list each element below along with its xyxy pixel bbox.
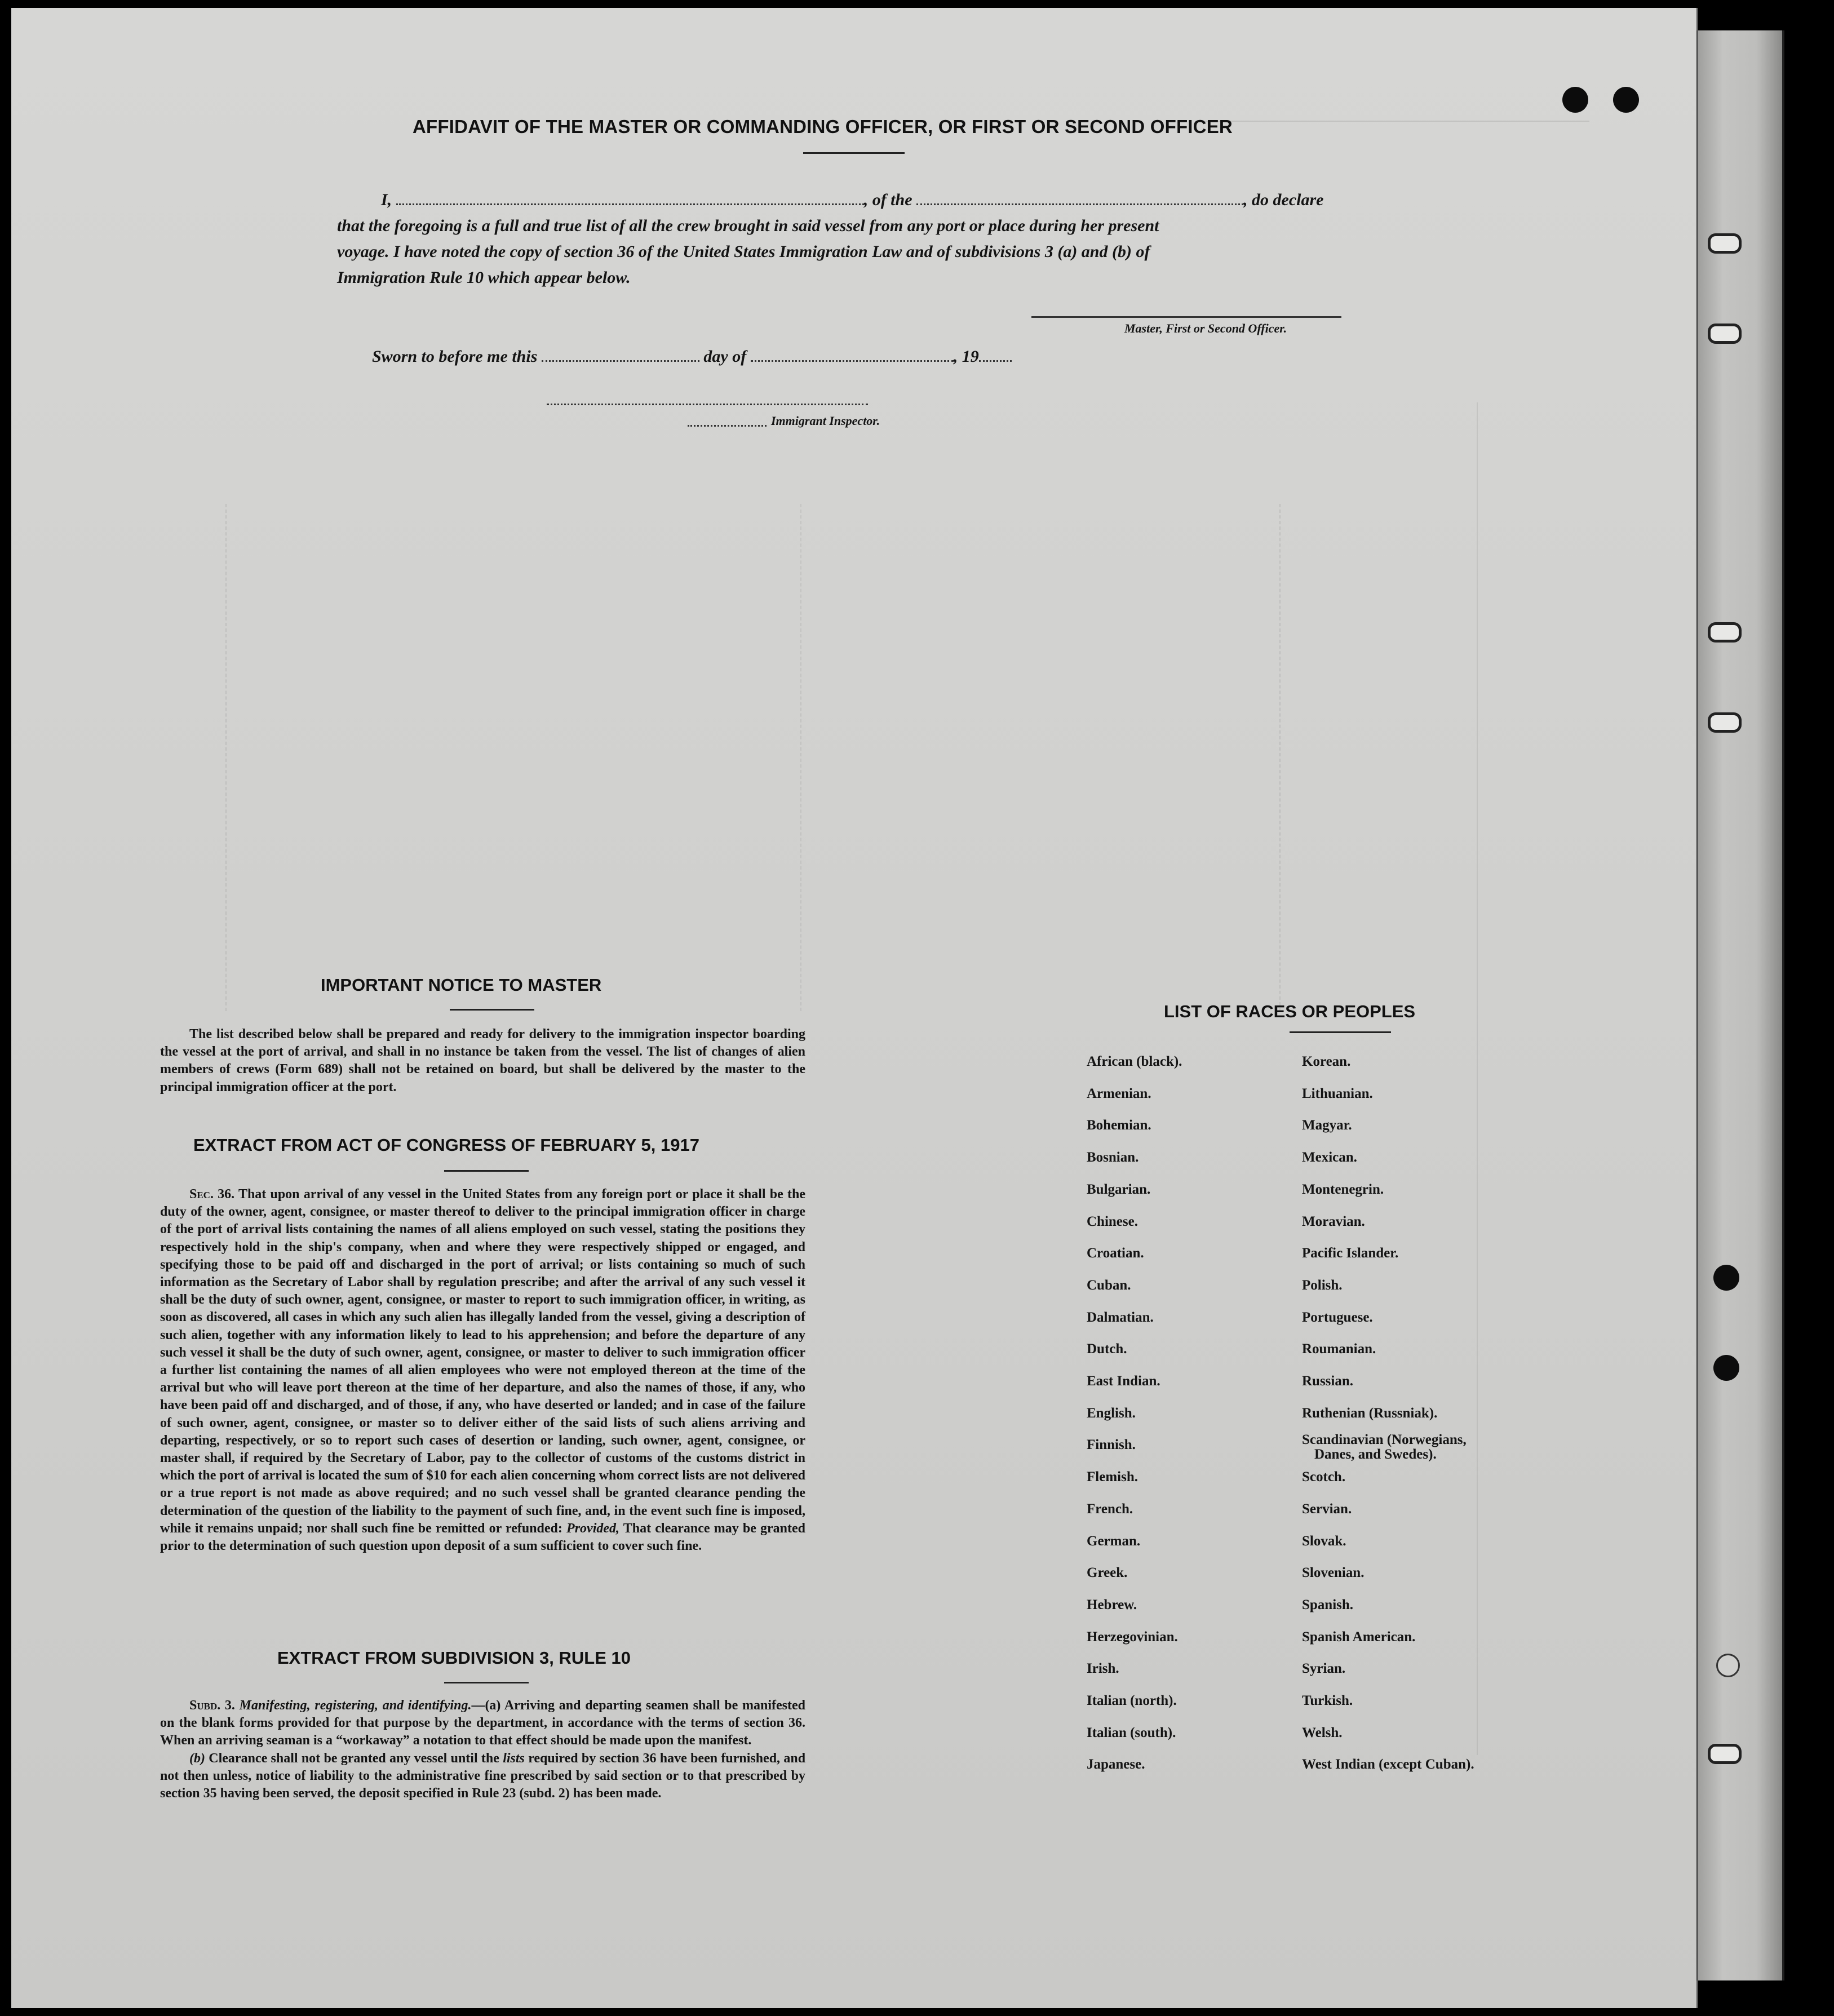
inspector-dots bbox=[688, 424, 767, 427]
race-item: Pacific Islander. bbox=[1302, 1246, 1399, 1261]
master-signature-line[interactable] bbox=[1031, 315, 1341, 318]
race-item: Herzegovinian. bbox=[1087, 1629, 1178, 1645]
race-item: Spanish American. bbox=[1302, 1629, 1416, 1645]
race-item: Lithuanian. bbox=[1302, 1085, 1373, 1101]
month-blank-field[interactable] bbox=[751, 345, 954, 362]
binder-ring bbox=[1708, 324, 1742, 344]
race-item: Dutch. bbox=[1087, 1341, 1127, 1357]
notice-paragraph bbox=[160, 1026, 805, 1096]
race-item: Croatian. bbox=[1087, 1246, 1144, 1261]
affidavit-i: I, bbox=[381, 190, 392, 209]
rule-a-text: —(a) Arriving and departing seamen shall be manifested on the blank forms provided for that purpose by the department, in accordance with the terms of section 36. When an arriving seaman is a “workaway” a notation to that effect should be made upon the manifest. bbox=[160, 1698, 805, 1748]
punch-hole bbox=[1713, 1265, 1739, 1291]
act-section-label: Sec. 36. bbox=[189, 1187, 235, 1202]
race-item: Korean. bbox=[1302, 1054, 1351, 1069]
binder-ring bbox=[1708, 1744, 1742, 1764]
name-blank-field[interactable] bbox=[396, 189, 864, 205]
race-item: French. bbox=[1087, 1501, 1133, 1517]
rule-subd-heading: Manifesting, registering, and identifying. bbox=[239, 1698, 472, 1713]
race-item: Russian. bbox=[1302, 1373, 1354, 1389]
affidavit-title: AFFIDAVIT OF THE MASTER OR COMMANDING OFFICER, OR FIRST OR SECOND OFFICER bbox=[413, 116, 1233, 137]
act-text: That upon arrival of any vessel in the United States from any foreign port or place it shall be the duty of the owner, agent, consignee, or master thereof to deliver to the principal immigration officer in charge of the port of arrival lists containing the names of all aliens employed on such vessel, stating the positions they respectively hold in the ship's company, when and where they were respectively shipped or engaged, and specifying those to be paid off and discharged in the port of arrival; or lists containing so much of such information as the Secretary of Labor shall by regulation prescribe; and after the arrival of any such vessel it shall be the duty of such owner, agent, consignee, or master to report to such immigration officer, in writing, as soon as discovered, all cases in which any such alien has illegally landed from the vessel, giving a description of such alien, together with any information likely to lead to his apprehension; and before the departure of any such vessel it shall be the duty of such owner, agent, consignee, or master to deliver to such immigration officer a further list containing the names of all alien employees who were not employed thereon at the time of the arrival but who will leave port thereon at the time of her departure, and also the names of those, if any, who have been paid off and discharged, and of those, if any, who have deserted or landed; and in case of the failure of such owner, agent, consignee, or master so to deliver either of the said lists of such aliens arriving and departing, respectively, or so to report such cases of desertion or landing, such owner, agent, consignee, or master shall, if required by the Secretary of Labor, pay to the collector of customs of the customs district in which the port of arrival is located the sum of $10 for each alien concerning whom correct lists are not delivered or a true report is not made as above required; and no such vessel shall be granted clearance pending the determination of the question of the liability to the payment of such fine, and, in the event such fine is imposed, while it remains unpaid; nor shall such fine be remitted or refunded: bbox=[160, 1187, 805, 1536]
race-item: Slovak. bbox=[1302, 1533, 1346, 1549]
race-scandinavian-cont: Danes, and Swedes). bbox=[1314, 1447, 1437, 1463]
document-scan bbox=[11, 8, 1820, 2008]
race-item: English. bbox=[1087, 1405, 1136, 1421]
binder-ring bbox=[1708, 712, 1742, 733]
race-item: Finnish. bbox=[1087, 1437, 1136, 1453]
sworn-day-of: day of bbox=[703, 347, 747, 366]
notice-text: The list described below shall be prepared and ready for delivery to the immigration inspector boarding the vessel at the port of arrival, and shall in no instance be taken from the vessel. The list of changes of alien members of crews (Form 689) shall not be retained on board, but shall be delivered by the master to the principal immigration officer at the port. bbox=[160, 1027, 805, 1095]
race-item: Moravian. bbox=[1302, 1213, 1365, 1229]
race-item: Bosnian. bbox=[1087, 1150, 1139, 1166]
affidavit-line-3: voyage. I have noted the copy of section 36 of the United States Immigration Law and of subdivisions 3 (a) and (b) of bbox=[337, 242, 1150, 261]
punch-hole bbox=[1562, 87, 1588, 113]
act-paragraph bbox=[160, 1186, 805, 1555]
race-item: Spanish. bbox=[1302, 1597, 1354, 1612]
day-blank-field[interactable] bbox=[542, 345, 699, 362]
race-item: Chinese. bbox=[1087, 1213, 1138, 1229]
master-signature-label: Master, First or Second Officer. bbox=[1124, 321, 1287, 335]
race-item-scandinavian bbox=[1302, 1429, 1474, 1461]
race-item: Armenian. bbox=[1087, 1085, 1151, 1101]
race-item: Montenegrin. bbox=[1302, 1181, 1384, 1197]
act-title-rule bbox=[444, 1170, 529, 1172]
punch-hole bbox=[1713, 1355, 1739, 1381]
affidavit-declare: , do declare bbox=[1243, 190, 1324, 209]
rule-paragraph bbox=[160, 1697, 805, 1802]
rule-b-lists: lists bbox=[503, 1751, 525, 1766]
sworn-year: , 19 bbox=[953, 347, 979, 366]
race-item: Servian. bbox=[1302, 1501, 1352, 1517]
races-left-column bbox=[1087, 1046, 1182, 1781]
race-item: Hebrew. bbox=[1087, 1597, 1137, 1612]
race-item: Roumanian. bbox=[1302, 1341, 1376, 1357]
rule-title: EXTRACT FROM SUBDIVISION 3, RULE 10 bbox=[277, 1648, 631, 1668]
rule-subd-label: Subd. 3. bbox=[189, 1698, 235, 1713]
race-item: Irish. bbox=[1087, 1661, 1119, 1677]
race-item: Welsh. bbox=[1302, 1725, 1343, 1740]
races-title-rule bbox=[1290, 1031, 1391, 1033]
race-scandinavian: Scandinavian (Norwegians, bbox=[1302, 1432, 1467, 1448]
binder-ring bbox=[1708, 622, 1742, 643]
race-item: Ruthenian (Russniak). bbox=[1302, 1405, 1438, 1421]
race-item: Dalmatian. bbox=[1087, 1309, 1154, 1325]
race-item: Syrian. bbox=[1302, 1661, 1346, 1677]
affidavit-line-4: Immigration Rule 10 which appear below. bbox=[337, 268, 631, 287]
race-item: Mexican. bbox=[1302, 1150, 1357, 1166]
notice-title: IMPORTANT NOTICE TO MASTER bbox=[321, 975, 602, 995]
race-item: East Indian. bbox=[1087, 1373, 1160, 1389]
race-item: West Indian (except Cuban). bbox=[1302, 1757, 1474, 1773]
affidavit-line-2: that the foregoing is a full and true list of all the crew brought in said vessel from any port or place during her present bbox=[337, 216, 1159, 235]
notice-title-rule bbox=[450, 1009, 534, 1011]
affidavit-line-1 bbox=[337, 187, 1397, 213]
rule-b-text-1: Clearance shall not be granted any vessel until the bbox=[209, 1751, 499, 1766]
race-item: Italian (south). bbox=[1087, 1725, 1176, 1740]
race-item: German. bbox=[1087, 1533, 1141, 1549]
vessel-blank-field[interactable] bbox=[916, 189, 1243, 205]
race-item: African (black). bbox=[1087, 1054, 1182, 1069]
affidavit-of-the: , of the bbox=[863, 190, 912, 209]
inspector-signature-line[interactable] bbox=[547, 402, 868, 405]
sworn-line bbox=[372, 344, 1432, 370]
sworn-prefix: Sworn to before me this bbox=[372, 347, 538, 366]
affidavit-title-rule bbox=[803, 152, 905, 154]
race-item: Japanese. bbox=[1087, 1757, 1145, 1773]
year-blank-field[interactable] bbox=[979, 345, 1012, 362]
race-item: Magyar. bbox=[1302, 1118, 1352, 1133]
rule-title-rule bbox=[444, 1682, 529, 1683]
race-item: Flemish. bbox=[1087, 1469, 1138, 1485]
race-item: Cuban. bbox=[1087, 1277, 1131, 1293]
race-item: Turkish. bbox=[1302, 1693, 1353, 1709]
binder-ring bbox=[1708, 233, 1742, 254]
manifest-page bbox=[11, 8, 1698, 2008]
rule-b-text-2: required by section 36 have been furnished, and not then unless, notice of liability to the administrative fine prescribed by said section or to that prescribed by section 35 having been served, the deposit specified in Rule 23 (subd. 2) has been made. bbox=[160, 1751, 806, 1801]
rule-b-label: (b) bbox=[189, 1751, 205, 1766]
act-provided-text: That clearance may be granted prior to the determination of such question upon deposit of a sum sufficient to cover such fine. bbox=[160, 1521, 805, 1554]
affidavit-text bbox=[337, 187, 1397, 291]
binding-strip bbox=[1696, 30, 1784, 1980]
punch-hole bbox=[1613, 87, 1639, 113]
race-item: Bohemian. bbox=[1087, 1118, 1151, 1133]
race-item: Bulgarian. bbox=[1087, 1181, 1151, 1197]
race-item: Polish. bbox=[1302, 1277, 1343, 1293]
race-item: Greek. bbox=[1087, 1565, 1128, 1581]
race-item: Italian (north). bbox=[1087, 1693, 1177, 1709]
act-provided-label: Provided, bbox=[566, 1521, 620, 1536]
race-item: Portuguese. bbox=[1302, 1309, 1373, 1325]
race-item: Scotch. bbox=[1302, 1469, 1346, 1485]
act-title: EXTRACT FROM ACT OF CONGRESS OF FEBRUARY 5, 1917 bbox=[193, 1135, 699, 1155]
races-title: LIST OF RACES OR PEOPLES bbox=[1164, 1002, 1416, 1021]
races-right-column bbox=[1302, 1046, 1474, 1781]
race-item: Slovenian. bbox=[1302, 1565, 1365, 1581]
inspector-label: Immigrant Inspector. bbox=[771, 414, 880, 428]
punch-hole bbox=[1716, 1654, 1740, 1677]
